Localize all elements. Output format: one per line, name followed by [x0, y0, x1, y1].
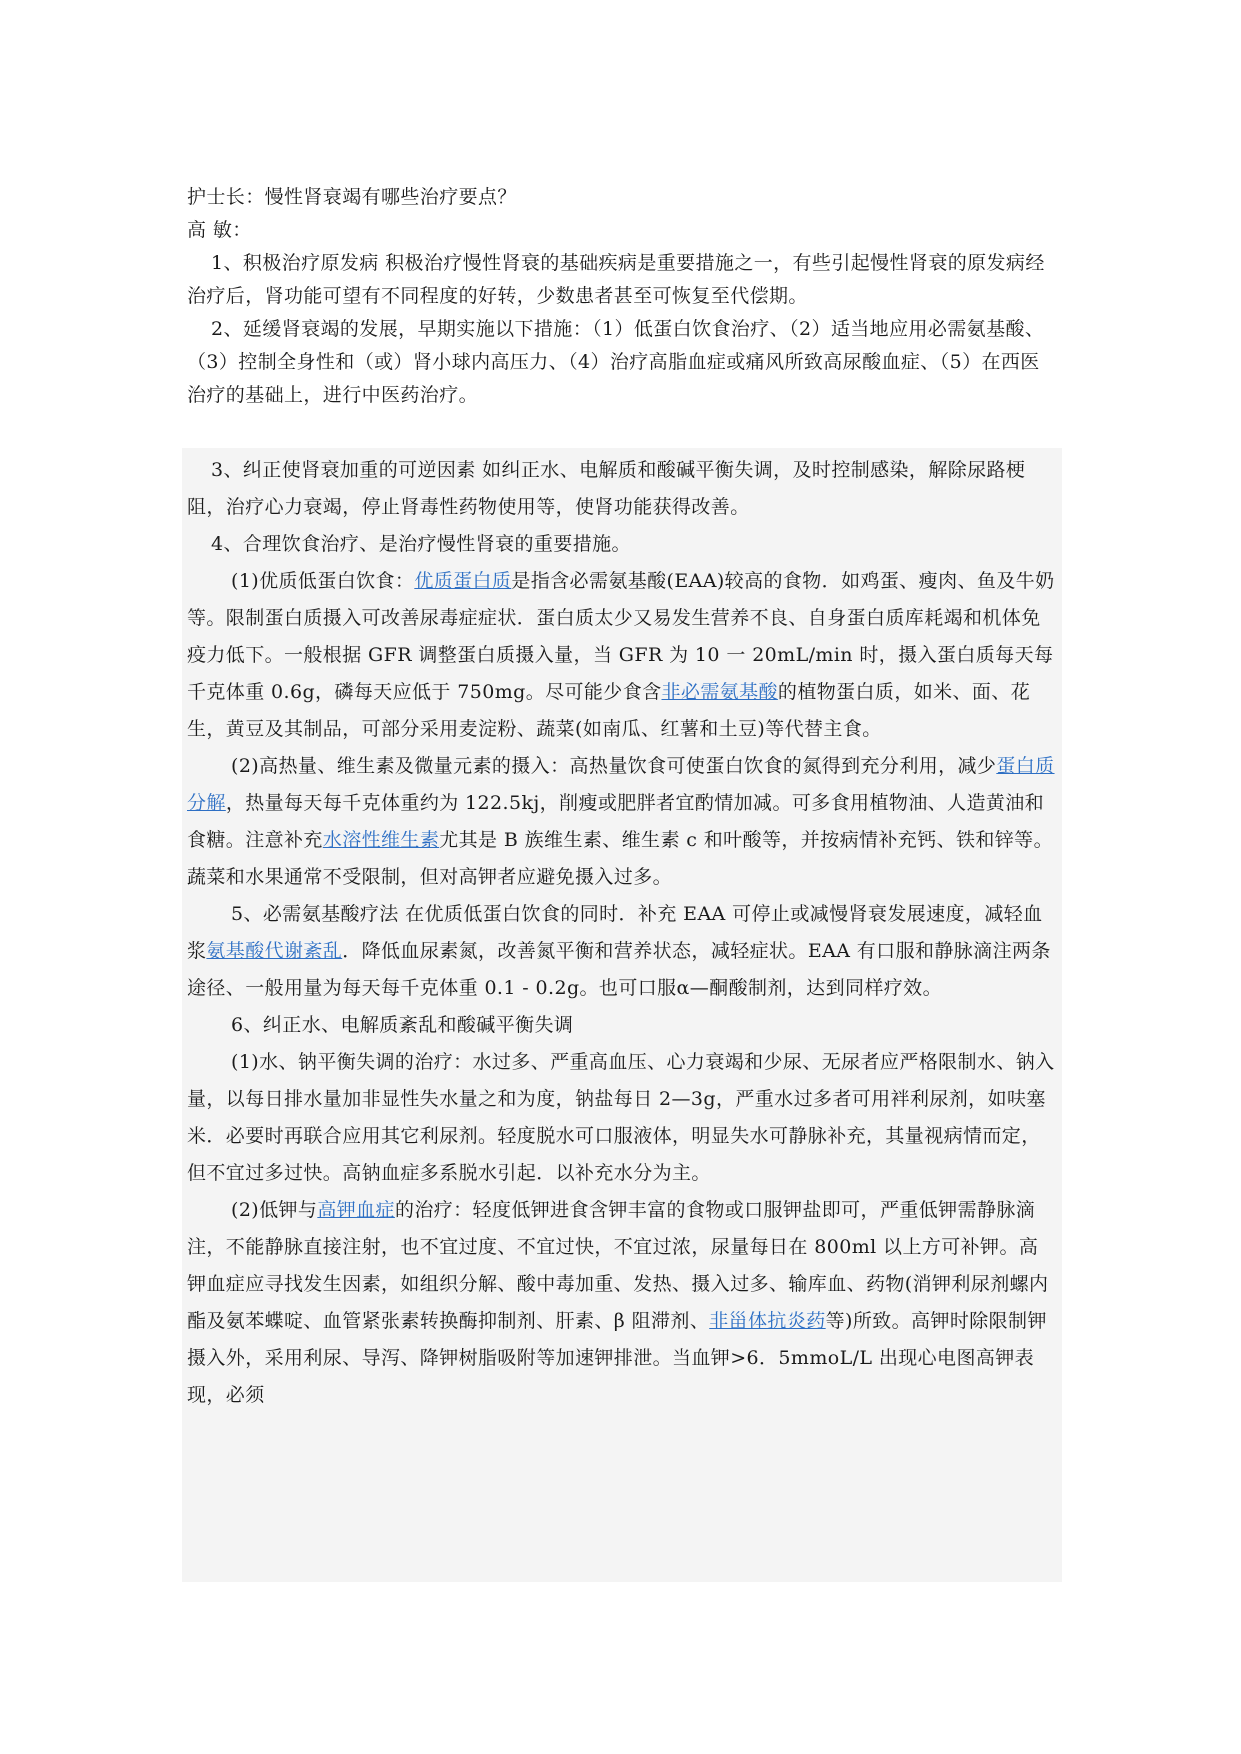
paragraph-4-2 — [187, 748, 1057, 896]
link-water-soluble-vitamin[interactable]: 水溶性维生素 — [322, 829, 440, 851]
text-segment: (1)优质低蛋白饮食： — [231, 570, 415, 592]
link-amino-acid-metabolism-disorder[interactable]: 氨基酸代谢紊乱 — [206, 940, 343, 962]
link-nsaid[interactable]: 非甾体抗炎药 — [709, 1310, 826, 1332]
paragraph-3: 3、纠正使肾衰加重的可逆因素 如纠正水、电解质和酸碱平衡失调，及时控制感染，解除尿路梗阻，治疗心力衰竭，停止肾毒性药物使用等，使肾功能获得改善。 — [187, 459, 1026, 518]
link-quality-protein[interactable]: 优质蛋白质 — [414, 570, 512, 592]
paragraph-4-1 — [187, 563, 1057, 748]
link-protein-breakdown[interactable]: 蛋白质分解 — [187, 755, 1055, 814]
link-nonessential-amino-acid[interactable]: 非必需氨基酸 — [661, 681, 778, 703]
text-segment: ．降低血尿素氮，改善氮平衡和营养状态，减轻症状。EAA 有口服和静脉滴注两条途径、一般用量为每天每千克体重 0.1 - 0.2g。也可口服α—酮酸制剂，达到同样疗效。 — [187, 940, 1051, 999]
paragraph-6-2 — [187, 1192, 1057, 1414]
text-segment: 的治疗：轻度低钾进食含钾丰富的食物或口服钾盐即可，严重低钾需静脉滴注，不能静脉直接注射，也不宜过度、不宜过快，不宜过浓，尿量每日在 800ml 以上方可补钾。高钾血症应寻找发生因素，如组织分解、酸中毒加重、发热、摄入过多、输库血、药物(消钾利尿剂螺内酯及氨苯蝶啶、血管紧张素转换酶抑制剂、肝素、β 阻滞剂、 — [187, 1199, 1049, 1332]
paragraph-2: 2、延缓肾衰竭的发展，早期实施以下措施：（1）低蛋白饮食治疗、（2）适当地应用必需氨基酸、（3）控制全身性和（或）肾小球内高压力、（4）治疗高脂血症或痛风所致高尿酸血症、（5）在西医治疗的基础上，进行中医药治疗。 — [187, 318, 1045, 406]
link-hyperkalemia[interactable]: 高钾血症 — [317, 1199, 395, 1221]
paragraph-4: 4、合理饮食治疗、是治疗慢性肾衰的重要措施。 — [211, 533, 631, 555]
text-segment: 等)所致。高钾时除限制钾摄入外，采用利尿、导泻、降钾树脂吸附等加速钾排泄。当血钾>6．5mmoL/L 出现心电图高钾表现，必须 — [187, 1310, 1047, 1406]
text-segment: 5、必需氨基酸疗法 在优质低蛋白饮食的同时．补充 EAA 可停止或减慢肾衰发展速度，减轻血浆 — [187, 903, 1043, 962]
text-segment: (2)高热量、维生素及微量元素的摄入：高热量饮食可使蛋白饮食的氮得到充分利用，减少 — [231, 755, 997, 777]
paragraph-5 — [187, 896, 1057, 1007]
question-line: 护士长：慢性肾衰竭有哪些治疗要点？ — [187, 186, 517, 208]
paragraph-1: 1、积极治疗原发病 积极治疗慢性肾衰的基础疾病是重要措施之一，有些引起慢性肾衰的原发病经治疗后，肾功能可望有不同程度的好转，少数患者甚至可恢复至代偿期。 — [187, 252, 1045, 307]
respondent-line: 高 敏： — [187, 219, 252, 241]
text-segment: 尤其是 B 族维生素、维生素 c 和叶酸等，并按病情补充钙、铁和锌等。蔬菜和水果通常不受限制，但对高钾者应避免摄入过多。 — [187, 829, 1053, 888]
text-segment: ，热量每天每千克体重约为 122.5kj，削瘦或肥胖者宜酌情加减。可多食用植物油、人造黄油和食糖。注意补充 — [187, 792, 1045, 851]
intro-block — [187, 181, 1057, 412]
text-segment: 是指含必需氨基酸(EAA)较高的食物．如鸡蛋、瘦肉、鱼及牛奶等。限制蛋白质摄入可改善尿毒症症状．蛋白质太少又易发生营养不良、自身蛋白质库耗竭和机体免疫力低下。一般根据 GFR 调整蛋白质摄入量，当 GFR 为 10 一 20mL/min 时，摄入蛋白质每天每千克体重 0.6g，磷每天应低于 750mg。尽可能少食含 — [187, 570, 1055, 703]
text-segment: (2)低钾与 — [231, 1199, 318, 1221]
text-segment: 的植物蛋白质，如米、面、花生，黄豆及其制品，可部分采用麦淀粉、蔬菜(如南瓜、红薯和土豆)等代替主食。 — [187, 681, 1031, 740]
shaded-section — [187, 452, 1057, 1414]
paragraph-6: 6、纠正水、电解质紊乱和酸碱平衡失调 — [231, 1014, 574, 1036]
paragraph-6-1: (1)水、钠平衡失调的治疗：水过多、严重高血压、心力衰竭和少尿、无尿者应严格限制水、钠入量，以每日排水量加非显性失水量之和为度，钠盐每日 2—3g，严重水过多者可用袢利尿剂，如呋塞米．必要时再联合应用其它利尿剂。轻度脱水可口服液体，明显失水可静脉补充，其量视病情而定，但不宜过多过快。高钠血症多系脱水引起．以补充水分为主。 — [187, 1051, 1055, 1184]
